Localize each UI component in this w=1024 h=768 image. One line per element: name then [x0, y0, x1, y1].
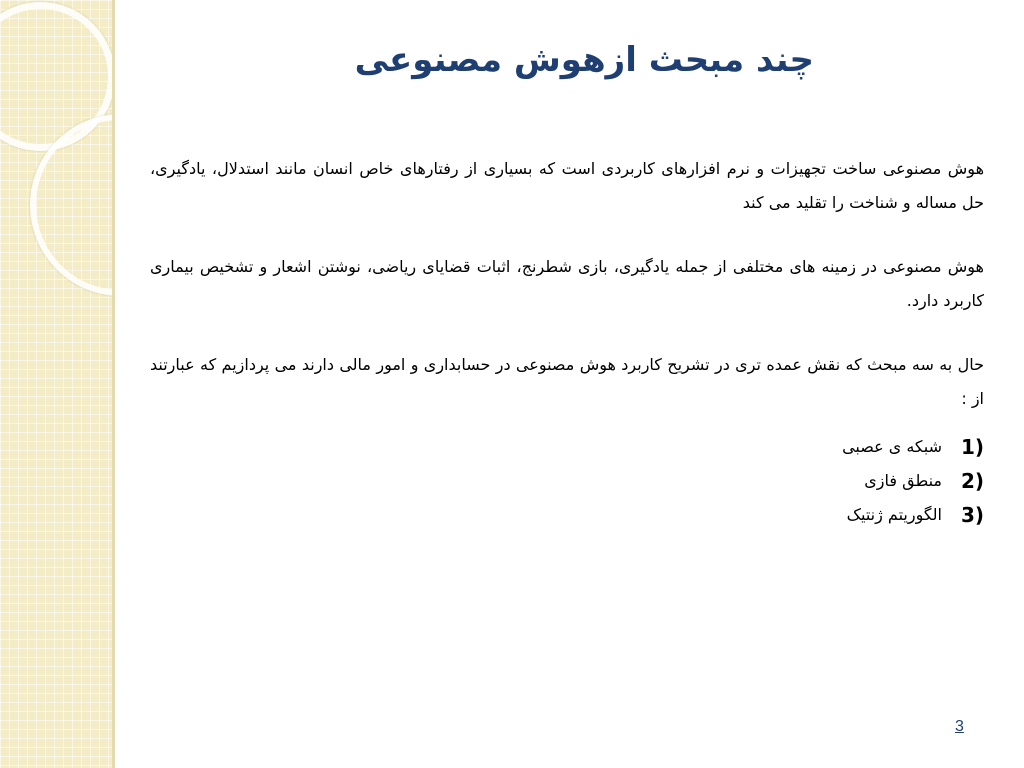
- topics-list: [150, 430, 984, 532]
- paragraph-intro-topics: حال به سه مبحث که نقش عمده تری در تشریح کاربرد هوش مصنوعی در حسابداری و امور مالی دارند می پردازیم که عبارتند از :: [150, 355, 984, 408]
- slide-content: [150, 152, 984, 532]
- list-item-text: الگوریتم ژنتیک: [846, 505, 942, 524]
- list-item-text: شبکه ی عصبی: [842, 437, 942, 456]
- list-number: 3): [960, 503, 984, 527]
- list-item: [150, 430, 984, 464]
- list-item-text: منطق فازی: [864, 471, 942, 490]
- paragraph-applications: هوش مصنوعی در زمینه های مختلفی از جمله یادگیری، بازی شطرنج، اثبات قضایای ریاضی، نوشتن اشعار و تشخیص بیماری کاربرد دارد.: [150, 257, 984, 310]
- list-item: [150, 498, 984, 532]
- list-item: [150, 464, 984, 498]
- list-number: 1): [960, 435, 984, 459]
- paragraph-definition: هوش مصنوعی ساخت تجهیزات و نرم افزارهای کاربردی است که بسیاری از رفتارهای خاص انسان مانند استدلال، یادگیری، حل مساله و شناخت را تقلید می کند: [150, 159, 984, 212]
- page-number-link[interactable]: 3: [955, 718, 964, 735]
- list-number: 2): [960, 469, 984, 493]
- side-panel-border: [112, 0, 115, 768]
- slide-title: چند مبحث ازهوش مصنوعی: [354, 40, 814, 80]
- decorative-side-panel: [0, 0, 112, 768]
